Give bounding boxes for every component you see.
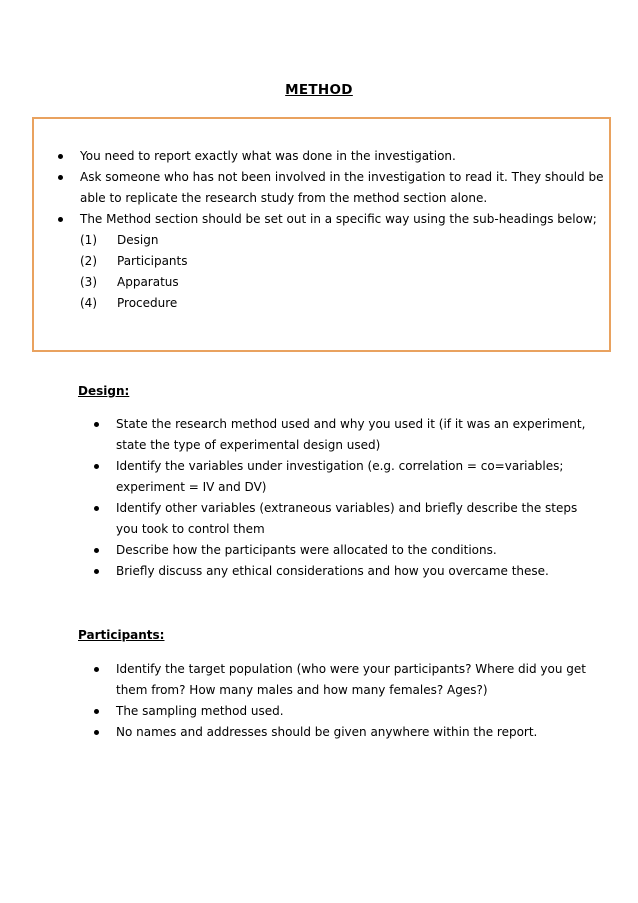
subheading-item: (3) Apparatus [80,275,179,289]
page-title: METHOD [285,82,353,98]
subheading-item: (1) Design [80,233,159,247]
bullet-icon [94,548,99,553]
method-overview-list [80,146,610,230]
list-item: Identify the target population (who were your participants? Where did you get them from? How many males and how many females? Ages?) [116,659,586,701]
bullet-icon [94,464,99,469]
participants-list [116,659,586,743]
list-item: You need to report exactly what was done in the investigation. [80,146,610,167]
bullet-icon [94,569,99,574]
bullet-icon [58,175,63,180]
bullet-icon [58,217,63,222]
list-item: State the research method used and why you used it (if it was an experiment, state the type of experimental design used) [116,414,586,456]
list-item: The Method section should be set out in a specific way using the sub-headings below; [80,209,610,230]
list-item: Ask someone who has not been involved in the investigation to read it. They should be able to replicate the research study from the method section alone. [80,167,610,209]
list-item: No names and addresses should be given anywhere within the report. [116,722,586,743]
subheading-item: (4) Procedure [80,296,178,310]
bullet-icon [94,667,99,672]
list-item: Describe how the participants were allocated to the conditions. [116,540,586,561]
bullet-icon [94,730,99,735]
list-item: The sampling method used. [116,701,586,722]
subheading-item: (2) Participants [80,254,188,268]
design-list [116,414,586,582]
bullet-icon [94,709,99,714]
list-item: Identify other variables (extraneous variables) and briefly describe the steps you took to control them [116,498,586,540]
list-item: Briefly discuss any ethical considerations and how you overcame these. [116,561,586,582]
participants-heading: Participants: [78,628,165,642]
bullet-icon [58,154,63,159]
design-heading: Design: [78,384,130,398]
subheading-list [80,230,188,314]
bullet-icon [94,422,99,427]
bullet-icon [94,506,99,511]
list-item: Identify the variables under investigation (e.g. correlation = co=variables; experiment = IV and DV) [116,456,586,498]
